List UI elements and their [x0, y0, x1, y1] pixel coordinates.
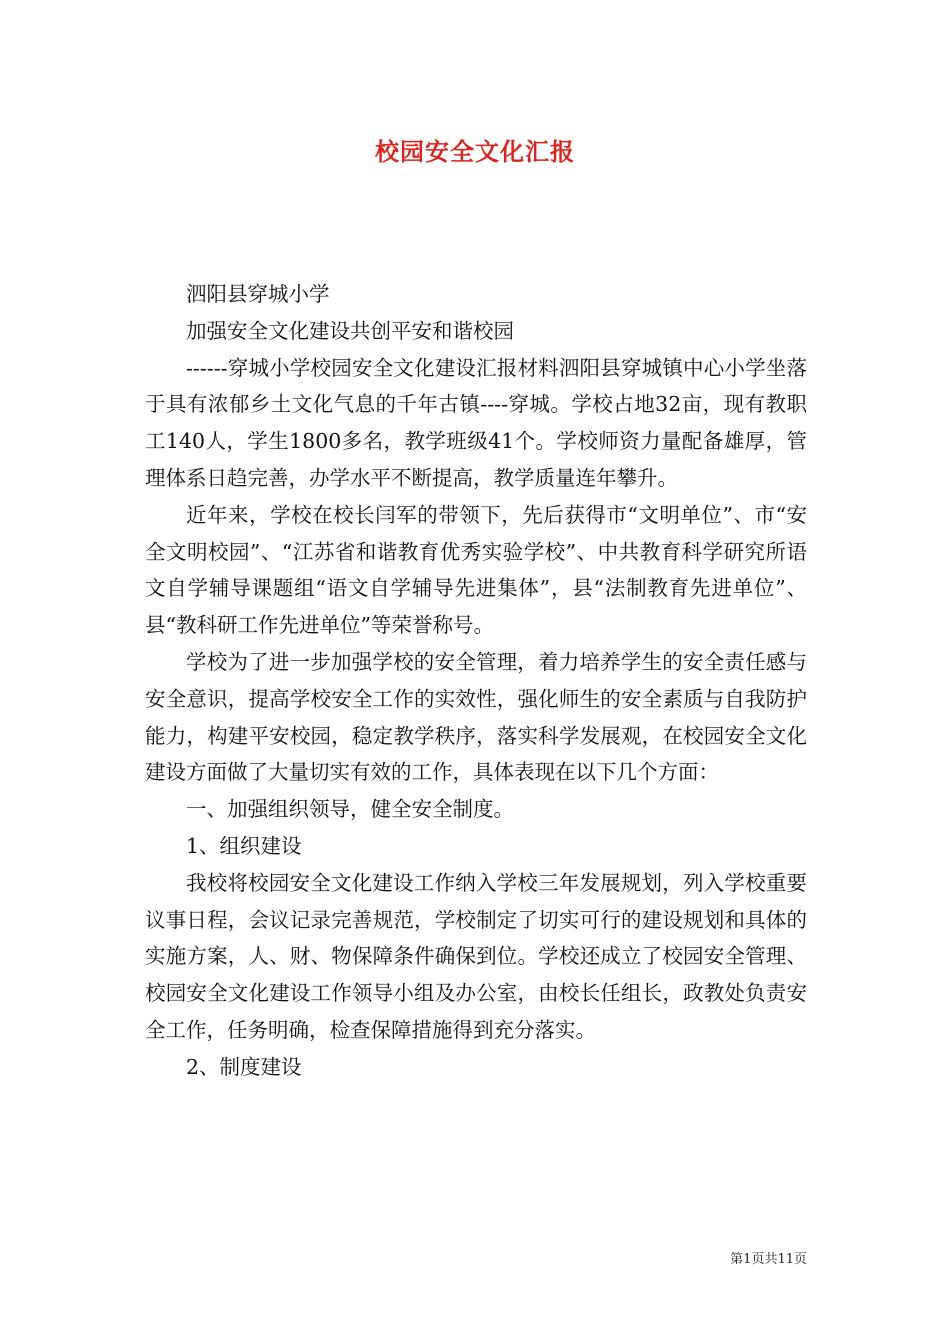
paragraph: 加强安全文化建设共创平安和谐校园 [186, 318, 514, 343]
paragraph: 一、加强组织领导，健全安全制度。 [186, 797, 514, 822]
paragraph: 学校为了进一步加强学校的安全管理，着力培养学生的安全责任感与安全意识，提高学校安全工作的实效性，强化师生的安全素质与自我防护能力，构建平安校园，稳定教学秩序，落实科学发展观，在校园安全文化建设方面做了大量切实有效的工作，具体表现在以下几个方面： [145, 649, 807, 785]
paragraph: 我校将校园安全文化建设工作纳入学校三年发展规划，列入学校重要议事日程，会议记录完善规范，学校制定了切实可行的建设规划和具体的实施方案，人、财、物保障条件确保到位。学校还成立了校园安全管理、校园安全文化建设工作领导小组及办公室，由校长任组长，政教处负责安全工作，任务明确，检查保障措施得到充分落实。 [145, 870, 807, 1042]
paragraph: ------穿城小学校园安全文化建设汇报材料泗阳县穿城镇中心小学坐落于具有浓郁乡土文化气息的千年古镇----穿城。学校占地32亩，现有教职工140人，学生1800多名，教学班级41个。学校师资力量配备雄厚，管理体系日趋完善，办学水平不断提高，教学质量连年攀升。 [145, 355, 807, 490]
paragraph: 近年来，学校在校长闫军的带领下，先后获得市“文明单位”、市“安全文明校园”、“江苏省和谐教育优秀实验学校”、中共教育科学研究所语文自学辅导课题组“语文自学辅导先进集体”，县“法制教育先进单位”、县“教科研工作先进单位”等荣誉称号。 [145, 502, 807, 638]
paragraph: 1、组织建设 [186, 833, 302, 858]
document-body [145, 276, 807, 1086]
document-title: 校园安全文化汇报 [375, 137, 575, 166]
paragraph: 2、制度建设 [186, 1054, 302, 1079]
paragraph: 泗阳县穿城小学 [186, 282, 330, 306]
page-number: 第1页共11页 [730, 1252, 807, 1267]
